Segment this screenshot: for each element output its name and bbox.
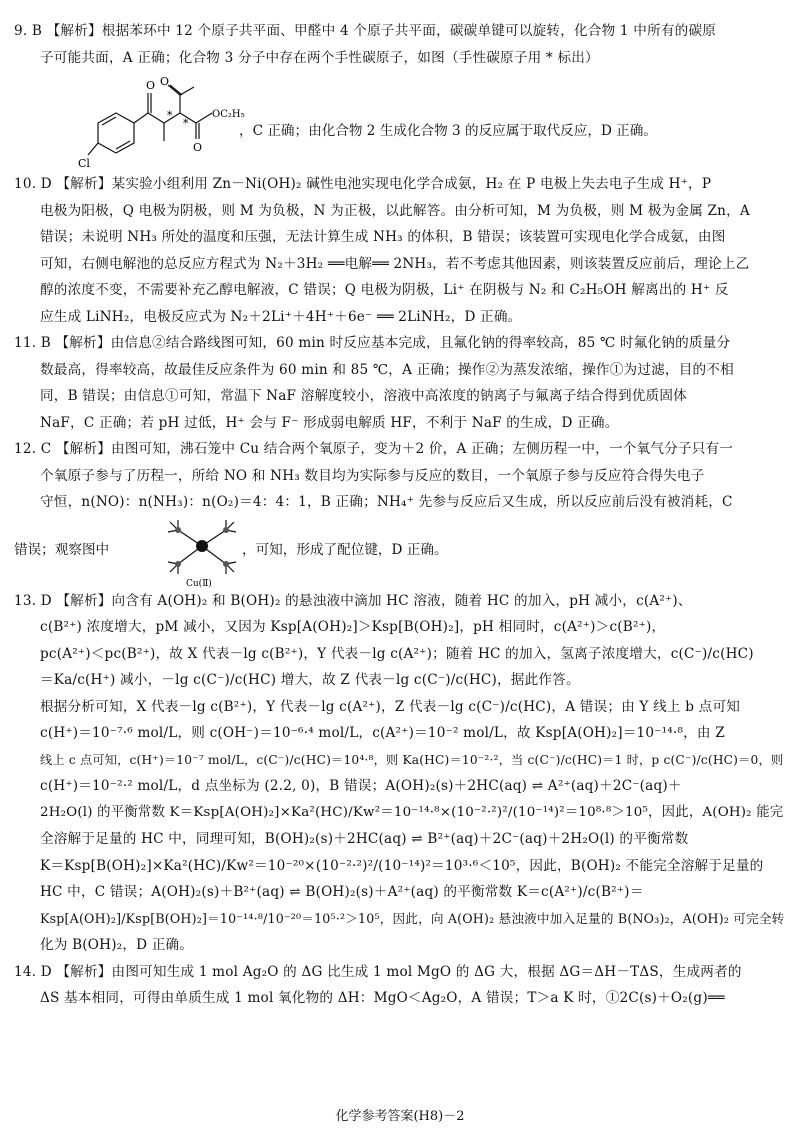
q10-line-4: 可知，右侧电解池的总反应方程式为 N₂＋3H₂ ══电解══ 2NH₃，若不考虑其他因素，则该装置反应前后，理论上乙 [40, 255, 750, 272]
q14-line-1: 14. D 【解析】由图可知生成 1 mol Ag₂O 的 ΔG 比生成 1 mol MgO 的 ΔG 大，根据 ΔG＝ΔH－TΔS，生成两者的 [14, 963, 742, 980]
carbonyl-o-label: O [146, 79, 156, 92]
q10-line-5: 醇的浓度不变，不需要补充乙醇电解液，C 错误；Q 电极为阴极，Li⁺ 在阴极与 N₂ 和 C₂H₅OH 解离出的 H⁺ 反 [40, 282, 729, 298]
q13-line-5: 根据分析可知，X 代表－lg c(B²⁺)，Y 代表－lg c(A²⁺)，Z 代表－lg c(C⁻)/c(HC)，A 错误；由 Y 线上 b 点可知 [40, 698, 741, 715]
q13-line-4: ＝Ka/c(H⁺) 减小，－lg c(C⁻)/c(HC) 增大，故 Z 代表－lg c(C⁻)/c(HC)，据此作答。 [40, 672, 580, 688]
q12-line-2: 个氧原子参与了历程一，所给 NO 和 NH₃ 数目均为实际参与反应的数目，一个氧原子参与反应符合得失电子 [40, 467, 705, 484]
q13-line-2: c(B²⁺) 浓度增大，pM 减小，又因为 Ksp[A(OH)₂]＞Ksp[B(OH)₂]，pH 相同时，c(A²⁺)＞c(B²⁺)， [40, 619, 666, 635]
chiral-mark-2: * [183, 117, 189, 130]
q9-line-2: 子可能共面，A 正确；化合物 3 分子中存在两个手性碳原子，如图（手性碳原子用 * 标出） [40, 49, 599, 66]
cu-complex-drawing [164, 516, 240, 588]
q11-line-4: NaF，C 正确；若 pH 过低，H⁺ 会与 F⁻ 形成弱电解质 HF，不利于 NaF 的生成，D 正确。 [40, 414, 619, 431]
q11-line-1: 11. B 【解析】由信息②结合路线图可知，60 min 时反应基本完成，且氟化钠的得率较高，85 ℃ 时氟化钠的质量分 [14, 335, 731, 351]
page-footer: 化学参考答案(H8)－2 [335, 1109, 465, 1124]
q13-line-14: 化为 B(OH)₂，D 正确。 [40, 937, 194, 953]
q12-line-4a: 错误；观察图中 [14, 541, 110, 558]
q13-line-3: pc(A²⁺)＜pc(B²⁺)，故 X 代表－lg c(B²⁺)，Y 代表－lg c(A²⁺)；随着 HC 的加入，氢离子浓度增大，c(C⁻)/c(HC) [40, 645, 754, 662]
chiral-mark-1: * [167, 109, 173, 122]
q13-line-7: 线上 c 点可知，c(H⁺)＝10⁻⁷ mol/L，c(C⁻)/c(HC)＝10⁴·⁸，则 Ka(HC)＝10⁻²·²，当 c(C⁻)/c(HC)＝1 时，p c(C⁻)/c(HC)＝0，则 [40, 752, 784, 767]
q13-line-13: Ksp[A(OH)₂]/Ksp[B(OH)₂]＝10⁻¹⁴·⁸/10⁻²⁰＝10⁵·²＞10⁵，因此，向 A(OH)₂ 悬浊液中加入足量的 B(NO₃)₂，A(OH)₂ 可完全转 [40, 910, 785, 926]
q10-line-2: 电极为阳极，Q 电极为阴极，则 M 为负极，N 为正极，以此解答。由分析可知，M 为负极，则 M 极为金属 Zn，A [40, 202, 750, 219]
compound-3-structure [14, 71, 786, 171]
q12-line-1: 12. C 【解析】由图可知，沸石笼中 Cu 结合两个氧原子，变为＋2 价，A 正确；左侧历程一中，一个氧气分子只有一 [14, 441, 734, 457]
q12-line-4b: ，可知，形成了配位键，D 正确。 [242, 541, 448, 558]
acetyl-o-label: O [160, 75, 170, 88]
q9-line-3: ，C 正确；由化合物 2 生成化合物 3 的反应属于取代反应，D 正确。 [239, 123, 657, 139]
q10-line-3: 错误；未说明 NH₃ 所处的温度和压强，无法计算生成 NH₃ 的体积，B 错误；该装置可实现电化学合成氨，由图 [40, 229, 726, 245]
q11-line-2: 数最高，得率较高，故最佳反应条件为 60 min 和 85 ℃，A 正确；操作②为蒸发浓缩，操作①为过滤，目的不相 [40, 361, 734, 378]
q13-line-12: HC 中，C 错误；A(OH)₂(s)＋B²⁺(aq) ⇌ B(OH)₂(s)＋A²⁺(aq) 的平衡常数 K＝c(A²⁺)/c(B²⁺)＝ [40, 884, 644, 900]
q13-line-6: c(H⁺)＝10⁻⁷·⁶ mol/L，则 c(OH⁻)＝10⁻⁶·⁴ mol/L，c(A²⁺)＝10⁻² mol/L，故 Ksp[A(OH)₂]＝10⁻¹⁴·⁸，由 Z [40, 725, 725, 741]
chlorine-label: Cl [78, 157, 90, 170]
compound-3-drawing [76, 71, 245, 171]
q12-complex-row [14, 516, 786, 588]
ester-group-label: OC₂H₅ [212, 109, 245, 120]
q13-line-10: 全溶解于足量的 HC 中，同理可知，B(OH)₂(s)＋2HC(aq) ⇌ B²⁺(aq)＋2C⁻(aq)＋2H₂O(l) 的平衡常数 [40, 831, 689, 847]
q14-line-2: ΔS 基本相同，可得由单质生成 1 mol 氧化物的 ΔH：MgO＜Ag₂O，A 错误；T＞a K 时，①2C(s)＋O₂(g)══ [40, 990, 725, 1006]
q13-line-1: 13. D 【解析】向含有 A(OH)₂ 和 B(OH)₂ 的悬浊液中滴加 HC 溶液，随着 HC 的加入，pH 减小，c(A²⁺)、 [14, 592, 692, 609]
q13-line-8: c(H⁺)＝10⁻²·² mol/L，d 点坐标为 (2.2, 0)，B 错误；A(OH)₂(s)＋2HC(aq) ⇌ A²⁺(aq)＋2C⁻(aq)＋ [40, 778, 682, 794]
q10-line-6: 应生成 LiNH₂，电极反应式为 N₂＋2Li⁺＋4H⁺＋6e⁻ ══ 2LiNH₂，D 正确。 [40, 308, 522, 325]
answer-page [14, 18, 786, 1012]
q10-line-1: 10. D 【解析】某实验小组利用 Zn－Ni(OH)₂ 碱性电池实现电化学合成氨，H₂ 在 P 电极上失去电子生成 H⁺，P [14, 176, 712, 192]
q9-line-1: 9. B 【解析】根据苯环中 12 个原子共平面、甲醛中 4 个原子共平面，碳碳单键可以旋转，化合物 1 中所有的碳原 [14, 23, 717, 39]
ester-o-label: O [193, 141, 203, 154]
q13-line-11: K＝Ksp[B(OH)₂]×Ka²(HC)/Kw²＝10⁻²⁰×(10⁻²·²)²/(10⁻¹⁴)²＝10³·⁶＜10⁵，因此，B(OH)₂ 不能完全溶解于足量的 [40, 857, 764, 874]
q11-line-3: 同，B 错误；由信息①可知，常温下 NaF 溶解度较小，溶液中高浓度的钠离子与氟离子结合得到优质固体 [40, 388, 687, 404]
q12-line-3: 守恒，n(NO)：n(NH₃)：n(O₂)＝4：4：1，B 正确；NH₄⁺ 先参与反应后又生成，所以反应前后没有被消耗，C [40, 494, 733, 510]
q13-line-9: 2H₂O(l) 的平衡常数 K＝Ksp[A(OH)₂]×Ka²(HC)/Kw²＝10⁻¹⁴·⁸×(10⁻²·²)²/(10⁻¹⁴)²＝10⁸·⁸＞10⁵，因此，A(OH)₂ 能完 [40, 804, 784, 820]
cu-label: Cu(Ⅱ) [186, 578, 212, 589]
